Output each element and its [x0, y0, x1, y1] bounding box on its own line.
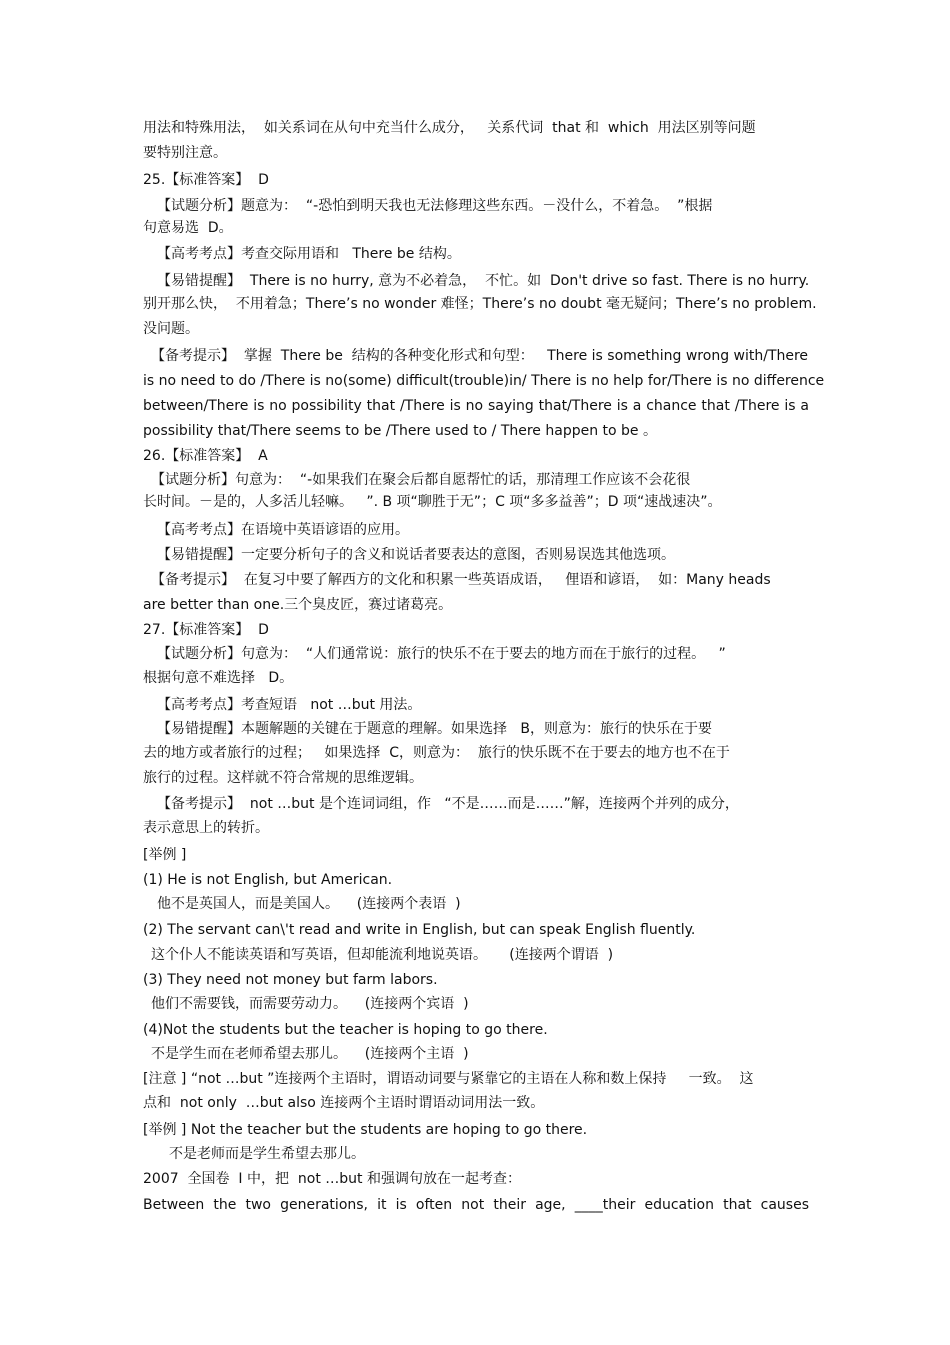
text-line: 2007 全国卷 I 中，把 not …but 和强调句放在一起考查：: [143, 1171, 521, 1187]
text-line: 旅行的过程。这样就不符合常规的思维逻辑。: [143, 770, 423, 786]
text-line: 【高考考点】考查交际用语和 There be 结构。: [157, 246, 461, 262]
text-line: 表示意思上的转折。: [143, 820, 269, 836]
text-line: 【易错提醒】一定要分析句子的含义和说话者要表达的意图，否则易误选其他选项。: [157, 547, 675, 563]
example-sentence: (4)Not the students but the teacher is hoping to go there.: [143, 1022, 548, 1038]
text-line: between/There is no possibility that /There is no saying that/There is a chance that /There is a: [143, 398, 809, 414]
answer-heading: 27.【标准答案】 D: [143, 622, 269, 638]
example-sentence: (1) He is not English, but American.: [143, 872, 393, 888]
text-line: 【试题分析】题意为： “-恐怕到明天我也无法修理这些东西。－没什么，不着急。 ”根据: [157, 198, 713, 214]
text-line: 【备考提示】 在复习中要了解西方的文化和积累一些英语成语， 俚语和谚语， 如：Many heads: [151, 572, 771, 588]
text-line: 根据句意不难选择 D。: [143, 670, 294, 686]
text-line: 【试题分析】句意为： “人们通常说：旅行的快乐不在于要去的地方而在于旅行的过程。 ”: [157, 646, 726, 662]
example-translation: 不是学生而在老师希望去那儿。 (连接两个主语 ): [151, 1046, 469, 1062]
text-line: 别开那么快， 不用着急；There’s no wonder 难怪；There’s no doubt 毫无疑问；There’s no problem.: [143, 296, 817, 312]
example-sentence: (2) The servant can\'t read and write in English, but can speak English fluently.: [143, 922, 696, 938]
text-line: 【备考提示】 掌握 There be 结构的各种变化形式和句型： There is something wrong with/There: [151, 348, 809, 364]
example-translation: 他不是英国人，而是美国人。 (连接两个表语 ): [157, 896, 461, 912]
text-line: 点和 not only …but also 连接两个主语时谓语动词用法一致。: [143, 1095, 545, 1111]
text-line: 【高考考点】考查短语 not …but 用法。: [157, 697, 422, 713]
text-line: 【备考提示】 not …but 是个连词词组，作 “不是……而是……”解，连接两个并列的成分，: [157, 796, 739, 812]
text-line: 要特别注意。: [143, 145, 227, 161]
example-sentence: (3) They need not money but farm labors.: [143, 972, 438, 988]
text-line: 句意易选 D。: [143, 220, 233, 236]
text-line: is no need to do /There is no(some) difficult(trouble)in/ There is no help for/There is no difference: [143, 373, 825, 389]
text-line: 去的地方或者旅行的过程； 如果选择 C，则意为： 旅行的快乐既不在于要去的地方也不在于: [143, 745, 730, 761]
text-line: 长时间。－是的，人多活儿轻嘛。 ”. B 项“聊胜于无”；C 项“多多益善”；D 项“速战速决”。: [143, 494, 722, 510]
example-translation: 他们不需要钱，而需要劳动力。 (连接两个宾语 ): [151, 996, 469, 1012]
text-line: possibility that/There seems to be /There used to / There happen to be 。: [143, 423, 657, 439]
text-line: 用法和特殊用法， 如关系词在从句中充当什么成分， 关系代词 that 和 which 用法区别等问题: [143, 120, 756, 136]
text-line: 【易错提醒】本题解题的关键在于题意的理解。如果选择 B，则意为：旅行的快乐在于要: [157, 721, 712, 737]
question-line: Between the two generations, it is often not their age, ____their education that causes: [143, 1197, 809, 1213]
example-sentence: [举例 ] Not the teacher but the students are hoping to go there.: [143, 1122, 588, 1138]
text-line: 没问题。: [143, 321, 199, 337]
text-line: 【试题分析】句意为： “-如果我们在聚会后都自愿帮忙的话，那清理工作应该不会花很: [151, 472, 691, 488]
example-translation: 不是老师而是学生希望去那儿。: [169, 1146, 365, 1162]
answer-heading: 26.【标准答案】 A: [143, 448, 268, 464]
note-line: [注意 ] “not …but ”连接两个主语时，谓语动词要与紧靠它的主语在人称和数上保持 一致。 这: [143, 1071, 754, 1087]
text-line: 【高考考点】在语境中英语谚语的应用。: [157, 522, 409, 538]
answer-heading: 25.【标准答案】 D: [143, 172, 269, 188]
example-label: [举例 ]: [143, 847, 187, 863]
example-translation: 这个仆人不能读英语和写英语，但却能流利地说英语。 (连接两个谓语 ): [151, 947, 614, 963]
text-line: are better than one.三个臭皮匠，赛过诸葛亮。: [143, 597, 453, 613]
text-line: 【易错提醒】 There is no hurry, 意为不必着急， 不忙。如 Don't drive so fast. There is no hurry.: [157, 273, 810, 289]
